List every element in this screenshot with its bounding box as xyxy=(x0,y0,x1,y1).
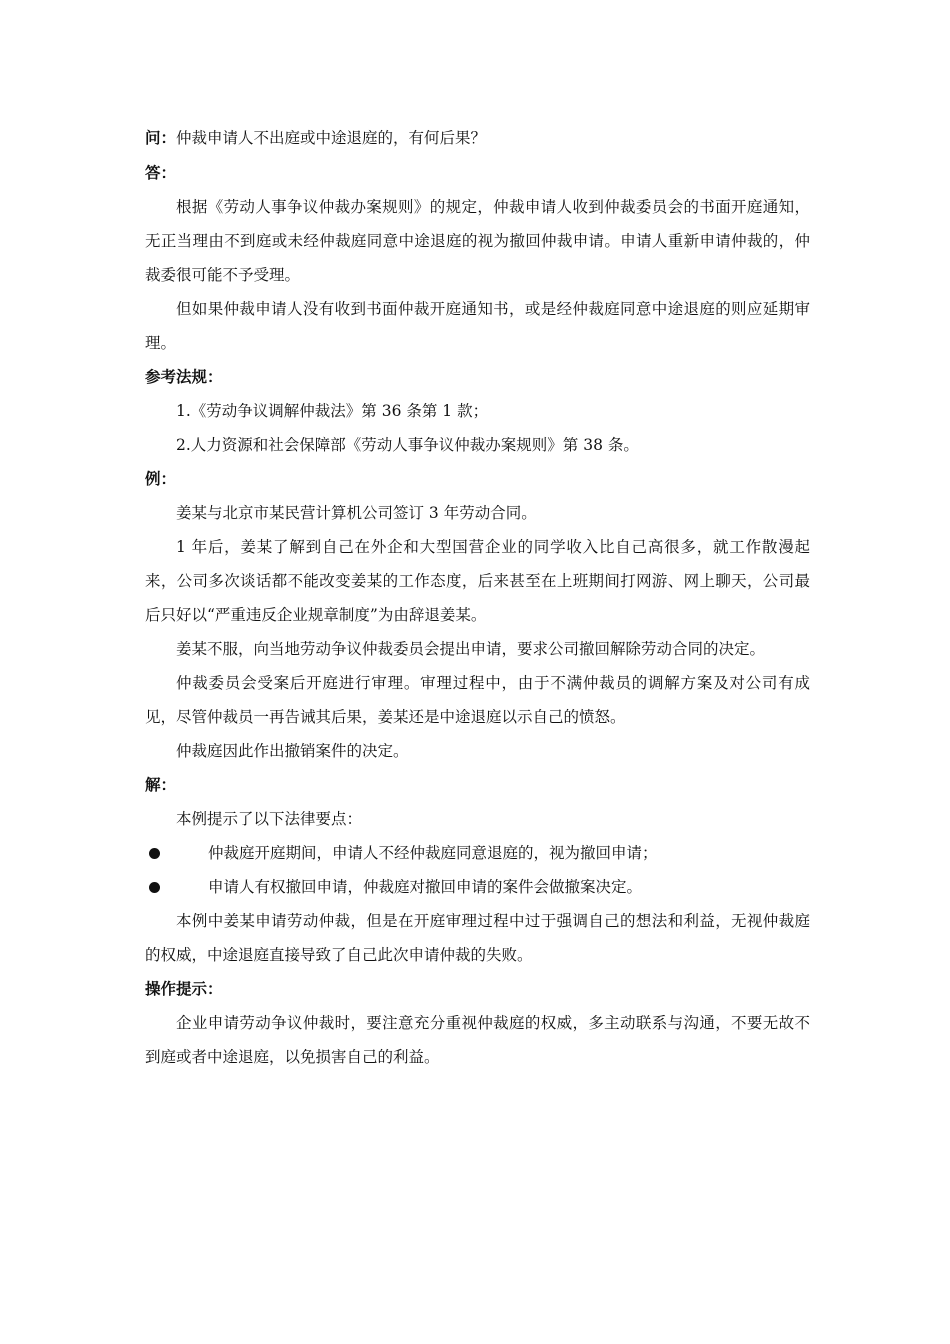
example-paragraph: 仲裁庭因此作出撤销案件的决定。 xyxy=(176,742,409,760)
tips-label: 操作提示： xyxy=(145,980,223,998)
example-paragraph: 1 年后，姜某了解到自己在外企和大型国营企业的同学收入比自己高很多，就工作散漫起来，公司多次谈话都不能改变姜某的工作态度，后来甚至在上班期间打网游、网上聊天，公司最后只好以“严重违反企业规章制度”为由辞退姜某。 xyxy=(145,538,810,624)
analysis-bullet-text: 仲裁庭开庭期间，申请人不经仲裁庭同意退庭的，视为撤回申请； xyxy=(208,844,658,862)
example-paragraph: 姜某与北京市某民营计算机公司签订 3 年劳动合同。 xyxy=(176,504,537,522)
answer-paragraph: 根据《劳动人事争议仲裁办案规则》的规定，仲裁申请人收到仲裁委员会的书面开庭通知，无正当理由不到庭或未经仲裁庭同意中途退庭的视为撤回仲裁申请。申请人重新申请仲裁的，仲裁委很可能不予受理。 xyxy=(145,198,810,284)
references-label: 参考法规： xyxy=(145,368,223,386)
example-paragraph: 姜某不服，向当地劳动争议仲裁委员会提出申请，要求公司撤回解除劳动合同的决定。 xyxy=(176,640,766,658)
analysis-heading xyxy=(145,768,810,802)
reference-item: 1.《劳动争议调解仲裁法》第 36 条第 1 款； xyxy=(176,402,489,420)
example-label: 例： xyxy=(145,470,177,488)
example-paragraph: 仲裁委员会受案后开庭进行审理。审理过程中，由于不满仲裁员的调解方案及对公司有成见，尽管仲裁员一再告诫其后果，姜某还是中途退庭以示自己的愤怒。 xyxy=(145,674,810,726)
tips-heading xyxy=(145,972,810,1006)
analysis-bullet-text: 申请人有权撤回申请，仲裁庭对撤回申请的案件会做撤案决定。 xyxy=(208,878,643,896)
example-heading xyxy=(145,462,810,496)
reference-item: 2.人力资源和社会保障部《劳动人事争议仲裁办案规则》第 38 条。 xyxy=(176,436,639,454)
analysis-bullet xyxy=(145,836,810,870)
document-page xyxy=(145,120,810,1074)
bullet-icon xyxy=(149,848,160,859)
analysis-intro: 本例提示了以下法律要点： xyxy=(176,810,363,828)
references-heading xyxy=(145,360,810,394)
answer-heading xyxy=(145,156,810,190)
analysis-conclusion: 本例中姜某申请劳动仲裁，但是在开庭审理过程中过于强调自己的想法和利益，无视仲裁庭的权威，中途退庭直接导致了自己此次申请仲裁的失败。 xyxy=(145,912,810,964)
question-line xyxy=(145,128,810,148)
question-label: 问： xyxy=(145,129,177,147)
tips-paragraph: 企业申请劳动争议仲裁时，要注意充分重视仲裁庭的权威，多主动联系与沟通，不要无故不到庭或者中途退庭，以免损害自己的利益。 xyxy=(145,1014,810,1066)
analysis-label: 解： xyxy=(145,776,177,794)
question-text: 仲裁申请人不出庭或中途退庭的，有何后果？ xyxy=(176,129,487,147)
analysis-bullet xyxy=(145,870,810,904)
answer-paragraph: 但如果仲裁申请人没有收到书面仲裁开庭通知书，或是经仲裁庭同意中途退庭的则应延期审理。 xyxy=(145,300,810,352)
bullet-icon xyxy=(149,882,160,893)
answer-label: 答： xyxy=(145,164,177,182)
